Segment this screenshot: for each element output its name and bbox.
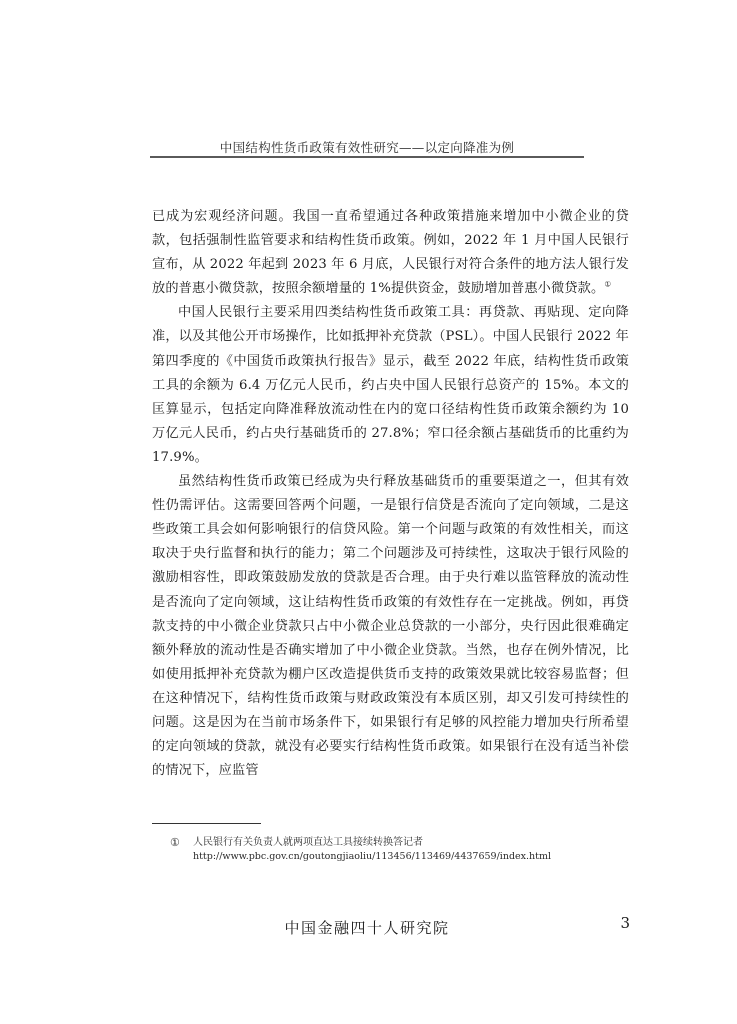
footnote-divider — [152, 823, 261, 824]
footnote-reference[interactable]: ① — [604, 279, 612, 289]
paragraph-1-text: 已成为宏观经济问题。我国一直希望通过各种政策措施来增加中小微企业的贷款，包括强制性监管要求和结构性货币政策。例如，2022 年 1 月中国人民银行宣布，从 2022 年起到 2023 年 6 月底，人民银行对符合条件的地方法人银行发放的普惠小微贷款，按照余额增量的 1%提供资金，鼓励增加普惠小微贷款。 — [152, 209, 629, 297]
main-text — [152, 205, 629, 783]
footer-organization: 中国金融四十人研究院 — [284, 919, 450, 937]
footnote-number: ① — [170, 836, 180, 849]
paragraph-3: 虽然结构性货币政策已经成为央行释放基础货币的重要渠道之一，但其有效性仍需评估。这需要回答两个问题，一是银行信贷是否流向了定向领域，二是这些政策工具会如何影响银行的信贷风险。第一个问题与政策的有效性相关，而这取决于央行监督和执行的能力；第二个问题涉及可持续性，这取决于银行风险的激励相容性，即政策鼓励发放的贷款是否合理。由于央行难以监管释放的流动性是否流向了定向领域，这让结构性货币政策的有效性存在一定挑战。例如，再贷款支持的中小微企业贷款只占中小微企业总贷款的一小部分，央行因此很难确定额外释放的流动性是否确实增加了中小微企业贷款。当然，也存在例外情况，比如使用抵押补充贷款为棚户区改造提供货币支持的政策效果就比较容易监督；但在这种情况下，结构性货币政策与财政政策没有本质区别，却又引发可持续性的问题。这是因为在当前市场条件下，如果银行有足够的风控能力增加央行所希望的定向领域的贷款，就没有必要实行结构性货币政策。如果银行在没有适当补偿的情况下，应监管 — [152, 474, 629, 779]
footnote — [170, 836, 598, 864]
paragraph-2: 中国人民银行主要采用四类结构性货币政策工具：再贷款、再贴现、定向降准，以及其他公开市场操作，比如抵押补充贷款（PSL）。中国人民银行 2022 年第四季度的《中国货币政策执行报告》显示，截至 2022 年底，结构性货币政策工具的余额为 6.4 万亿元人民币，约占央中国人民银行总资产的 15%。本文的匡算显示，包括定向降准释放流动性在内的宽口径结构性货币政策余额约为 10 万亿元人民币，约占央行基础货币的 27.8%；窄口径余额占基础货币的比重约为 17.9%。 — [152, 305, 629, 465]
footnote-text: 人民银行有关负责人就两项直达工具接续转换答记者 — [193, 837, 423, 848]
footnote-url[interactable]: http://www.pbc.gov.cn/goutongjiaoliu/113456/113469/4437659/index.html — [193, 851, 552, 862]
running-title: 中国结构性货币政策有效性研究——以定向降准为例 — [219, 140, 515, 155]
paragraph-1 — [152, 205, 629, 301]
header-divider — [150, 156, 584, 158]
page-number: 3 — [620, 914, 630, 932]
